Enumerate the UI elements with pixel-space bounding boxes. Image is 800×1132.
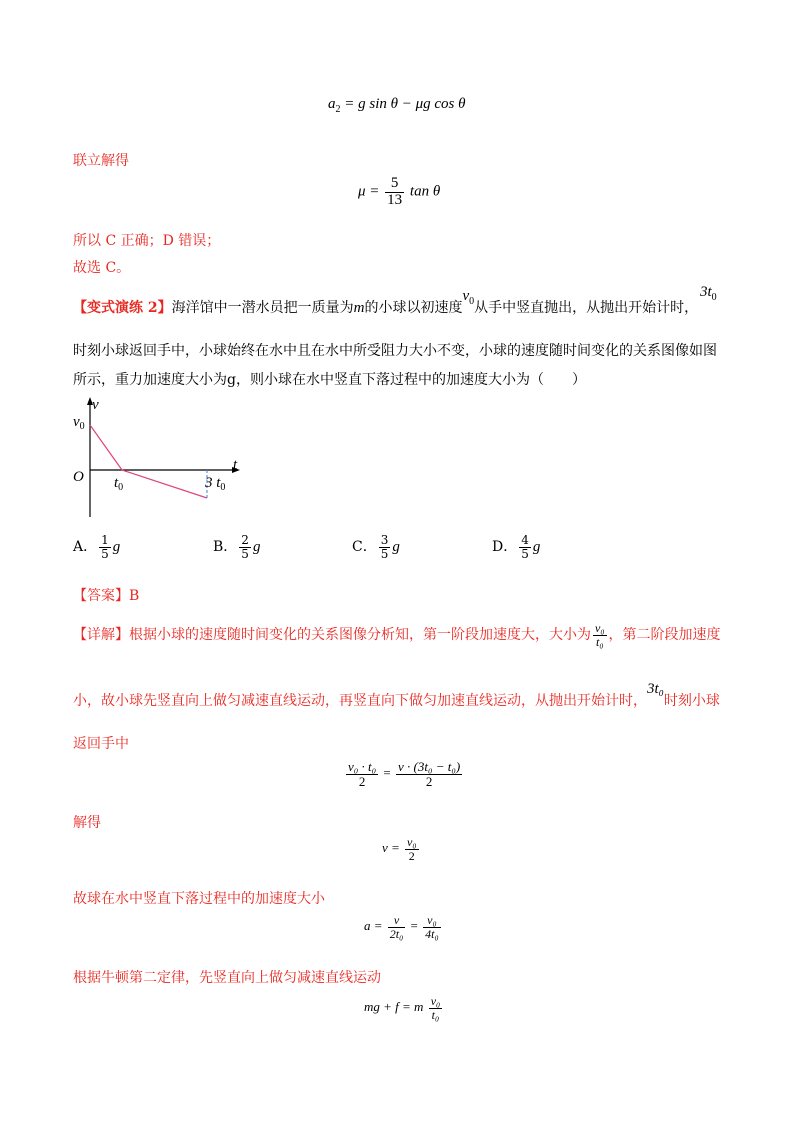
detail-line-2: 小，故小球先竖直向上做匀减速直线运动，再竖直向下做匀加速直线运动，从抛出开始计时，3t₀时刻小球 [73, 681, 720, 709]
option-a: A． $\frac{1}{5}$ g [73, 533, 121, 561]
problem-line-2: 时刻小球返回手中，小球始终在水中且在水中所受阻力大小不变，小球的速度随时间变化的关系图像如图 [73, 343, 717, 359]
problem-3t0: $3t_0$ [700, 284, 717, 303]
detail-line-3: 返回手中 [73, 736, 129, 752]
option-d: D． $\frac{4}{5}$ g [492, 533, 541, 561]
problem-tag: 【变式演练 2】 [73, 300, 172, 316]
equation-newton: mg + f = m $\frac{\text{v₀}}{\text{t₀}}$ [364, 994, 441, 1022]
t0-label: $t_0$ [114, 475, 124, 493]
velocity-time-graph [70, 395, 250, 525]
solve-label: 解得 [73, 815, 101, 831]
problem-line-3: 所示，重力加速度大小为g，则小球在水中竖直下落过程中的加速度大小为（ ） [73, 372, 586, 388]
v0-label: $v_0$ [73, 414, 85, 432]
problem-line-1: 【变式演练 2】海洋馆中一潜水员把一质量为m的小球以初速度$v_0$从手中竖直抛出，从抛出开始计时， [73, 288, 699, 316]
joint-solve-label: 联立解得 [73, 153, 129, 169]
option-b: B． $\frac{2}{5}$ g [213, 533, 261, 561]
accel-label: 故球在水中竖直下落过程中的加速度大小 [73, 891, 325, 907]
segment-down-phase [122, 470, 207, 498]
detail-line-1: 【详解】根据小球的速度随时间变化的关系图像分析知，第一阶段加速度大，大小为 $\frac{\text{v₀}}{\text{t₀}}$ ，第二阶段加速度 [73, 621, 721, 649]
origin-label: O [73, 469, 84, 485]
equation-a: a = $\frac{v}{\text{2t₀}}$ = $\frac{\text{v₀}}{\text{4t₀}}$ [364, 913, 439, 941]
segment-up-phase [90, 425, 122, 470]
option-c: C． $\frac{3}{5}$ g [352, 533, 400, 561]
equation-area: $\frac{\text{v₀ · t₀}}{2}$ = $\frac{\text{v · (3t₀ − t₀)}}{2}$ [348, 759, 461, 789]
choose-line: 故选 C。 [73, 260, 131, 276]
equation-a2: $a_2 = g$ sin θ − μg cos θ [328, 96, 466, 115]
conclusion-line: 所以 C 正确；D 错误； [73, 233, 221, 249]
t-axis-label: t [233, 457, 238, 473]
newton-label: 根据牛顿第二定律，先竖直向上做匀减速直线运动 [73, 970, 381, 986]
answer-line: 【答案】B [73, 588, 140, 604]
equation-mu: μ = $\frac{5}{13}$ tan θ [358, 175, 441, 208]
equation-v: v = $\frac{\text{v₀}}{2}$ [382, 835, 417, 863]
3t0-label: 3 $t_0$ [205, 475, 226, 493]
v-axis-label: v [92, 397, 99, 413]
